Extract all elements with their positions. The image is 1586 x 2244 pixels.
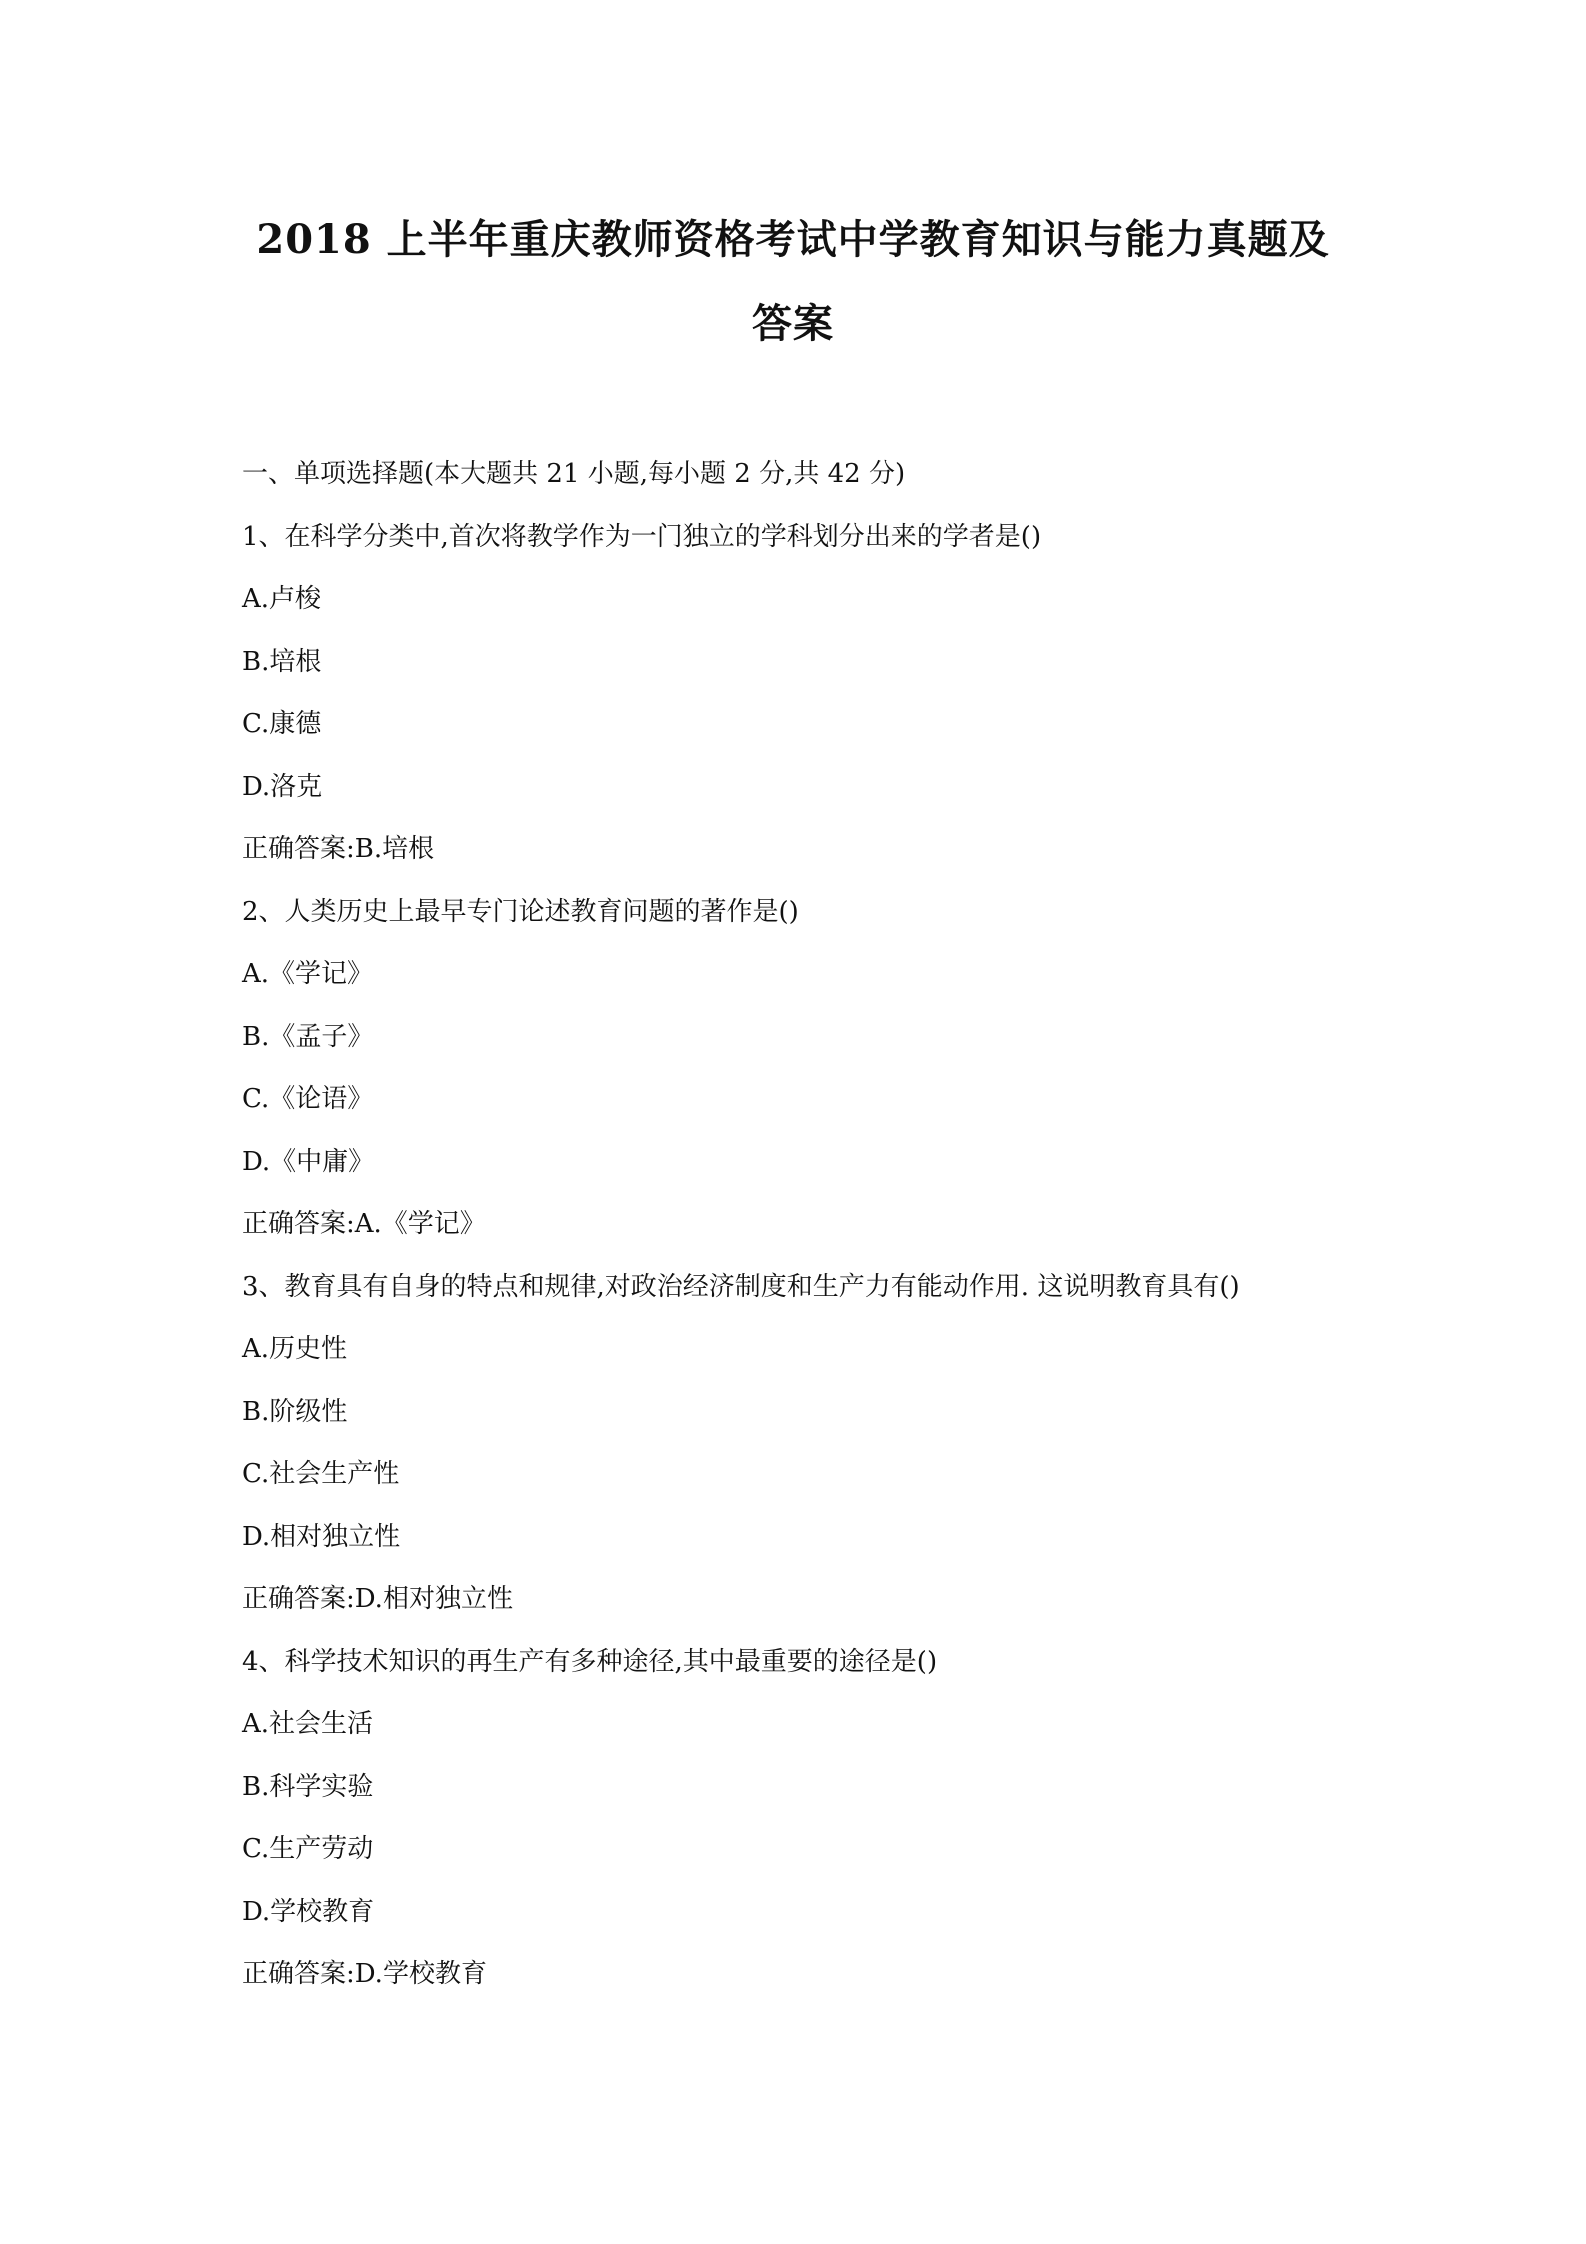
option-a: A.历史性 (242, 1334, 348, 1364)
question-stem: 4、科学技术知识的再生产有多种途径,其中最重要的途径是() (242, 1646, 938, 1677)
option-a: A.卢梭 (242, 584, 322, 614)
option-b: B.《孟子》 (242, 1021, 374, 1052)
option-a: A.社会生活 (242, 1709, 374, 1739)
correct-answer: 正确答案:D.学校教育 (242, 1959, 487, 1989)
option-c: C.生产劳动 (242, 1834, 374, 1864)
option-c: C.社会生产性 (242, 1459, 400, 1489)
option-c: C.康德 (242, 709, 322, 739)
document-body (242, 452, 1392, 2015)
option-b: B.阶级性 (242, 1396, 348, 1427)
document-title (200, 198, 1386, 366)
option-b: B.科学实验 (242, 1771, 374, 1802)
option-d: D.学校教育 (242, 1896, 375, 1927)
option-c: C.《论语》 (242, 1084, 374, 1114)
correct-answer: 正确答案:A.《学记》 (242, 1209, 486, 1239)
question-stem: 2、人类历史上最早专门论述教育问题的著作是() (242, 896, 799, 927)
question-stem: 1、在科学分类中,首次将教学作为一门独立的学科划分出来的学者是() (242, 521, 1042, 552)
option-d: D.相对独立性 (242, 1521, 401, 1552)
title-line-1: 2018 上半年重庆教师资格考试中学教育知识与能力真题及 (256, 216, 1330, 263)
title-line-2: 答案 (752, 300, 834, 347)
section-heading: 一、单项选择题(本大题共 21 小题,每小题 2 分,共 42 分) (242, 459, 906, 489)
option-b: B.培根 (242, 646, 322, 677)
option-a: A.《学记》 (242, 959, 374, 989)
correct-answer: 正确答案:D.相对独立性 (242, 1584, 513, 1614)
option-d: D.洛克 (242, 771, 323, 802)
question-stem: 3、教育具有自身的特点和规律,对政治经济制度和生产力有能动作用. 这说明教育具有() (242, 1271, 1240, 1302)
correct-answer: 正确答案:B.培根 (242, 834, 435, 864)
option-d: D.《中庸》 (242, 1146, 375, 1177)
